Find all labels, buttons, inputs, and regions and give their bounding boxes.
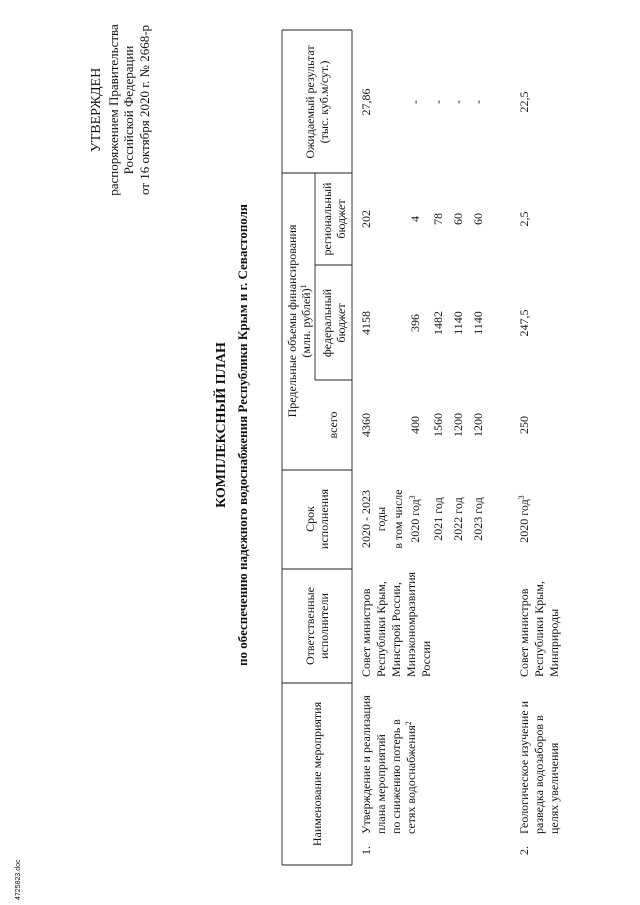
row-2-name-line-3: целях увеличения [547, 742, 561, 834]
header-federal-1: федеральный [320, 288, 334, 358]
row-2-deadline: 2020 год$^3$ [517, 495, 531, 543]
row-1-2020-regional: 4 [408, 216, 422, 222]
header-financing-1: Предельные объемы финансирования [285, 224, 299, 418]
row-2-federal: 247,5 [517, 309, 531, 337]
header-regional-2: бюджет [334, 199, 348, 239]
row-1-2023-regional: 60 [471, 213, 485, 225]
row-1-year-2021: 2021 год [431, 497, 445, 541]
header-executors-2: исполнители [317, 593, 331, 659]
approval-line-3: от 16 октября 2020 г. № 2668-р [137, 24, 152, 196]
row-1-2022-total: 1200 [451, 413, 465, 437]
row-1-name-line-2: плана мероприятий [374, 734, 388, 834]
row-2-deadline-footnote: 3 [517, 495, 526, 500]
row-1-2023-result: - [471, 100, 485, 104]
row-1-2021-total: 1560 [431, 413, 445, 437]
header-regional-1: региональный [320, 182, 334, 256]
financing-footnote-mark: 1 [299, 284, 308, 289]
plan-subtitle: по обеспечению надежного водоснабжения Республики Крым и г. Севастополя [235, 204, 250, 666]
row-2-number: 2. [517, 846, 531, 855]
row-1-executors-line-5: России [419, 640, 433, 677]
row-1-2020-result: - [408, 100, 422, 104]
row-1-2020-federal: 396 [408, 314, 422, 332]
row-1-year-2022: 2022 год [451, 497, 465, 541]
row-1-name-line-4: сетях водоснабжения$^2$ [404, 721, 418, 834]
row-1-2022-result: - [451, 100, 465, 104]
row-1-2022-regional: 60 [451, 213, 465, 225]
header-deadline-1: Срок [303, 506, 317, 532]
row-1-executors-line-4: Минэкономразвития [404, 571, 418, 677]
row-1-including-label: в том числе [391, 489, 405, 549]
approval-title: УТВЕРЖДЕН [89, 67, 104, 153]
row-2-name-line-1: Геологическое изучение и [517, 700, 531, 834]
row-1-executors-line-2: Республики Крым, [374, 581, 388, 677]
row-2-executors-line-3: Минприроды [547, 608, 561, 677]
plan-title: КОМПЛЕКСНЫЙ ПЛАН [214, 342, 229, 508]
header-executors-1: Ответственные [303, 587, 317, 665]
header-result-1: Ожидаемый результат [303, 45, 317, 159]
row-2-result: 22,5 [517, 91, 531, 113]
row-2-regional: 2,5 [517, 211, 531, 227]
row-1-2021-regional: 78 [431, 213, 445, 225]
header-result-2: (тыс. куб.м/сут.) [317, 60, 331, 144]
table-header [285, 45, 348, 847]
document-code: 4725823.doc [15, 859, 22, 900]
header-name: Наименование мероприятия [310, 701, 324, 847]
row-1-period-result: 27,86 [359, 88, 373, 116]
row-1-number: 1. [359, 846, 373, 855]
header-total: всего [326, 411, 340, 439]
row-2-name-line-2: разведка водозаборов в [532, 715, 546, 834]
row-2-executors-line-2: Республики Крым, [532, 581, 546, 677]
row-1-period-regional: 202 [359, 210, 373, 228]
row-1-period-deadline: 2020 - 2023 [359, 490, 373, 548]
table-row [517, 92, 561, 856]
approval-line-1: распоряжением Правительства [106, 24, 121, 196]
row-1-executors-line-1: Совет министров [359, 588, 373, 677]
row-1-name-line-3: по снижению потерь в [389, 719, 403, 834]
row-1-2023-total: 1200 [471, 413, 485, 437]
row-1-footnote-mark: 2 [404, 721, 413, 726]
row-1-period-deadline-2: годы [374, 506, 388, 532]
row-1-year-2023: 2023 год [471, 497, 485, 541]
row-1-year-2020: 2020 год$^3$ [408, 495, 422, 543]
approval-block [89, 24, 152, 196]
header-deadline-2: исполнения [317, 488, 331, 550]
row-1-2020-total: 400 [408, 416, 422, 434]
row-1-2021-result: - [431, 100, 445, 104]
row-1-2022-federal: 1140 [451, 311, 465, 335]
approval-line-2: Российской Федерации [121, 45, 136, 175]
row-1-period-total: 4360 [359, 413, 373, 437]
row-2-total: 250 [517, 416, 531, 434]
row-1-2023-federal: 1140 [471, 311, 485, 335]
row-1-2021-federal: 1482 [431, 311, 445, 335]
row-1-name-line-1: Утверждение и реализация [359, 695, 373, 834]
table-row [359, 89, 485, 856]
header-financing-2: (млн. рублей)$^1$ [299, 284, 313, 358]
row-2-executors-line-1: Совет министров [517, 588, 531, 677]
row-1-year-2020-footnote: 3 [408, 495, 417, 500]
row-1-period-federal: 4158 [359, 311, 373, 335]
header-federal-2: бюджет [334, 303, 348, 343]
row-1-executors-line-3: Минстрой России, [389, 582, 403, 677]
